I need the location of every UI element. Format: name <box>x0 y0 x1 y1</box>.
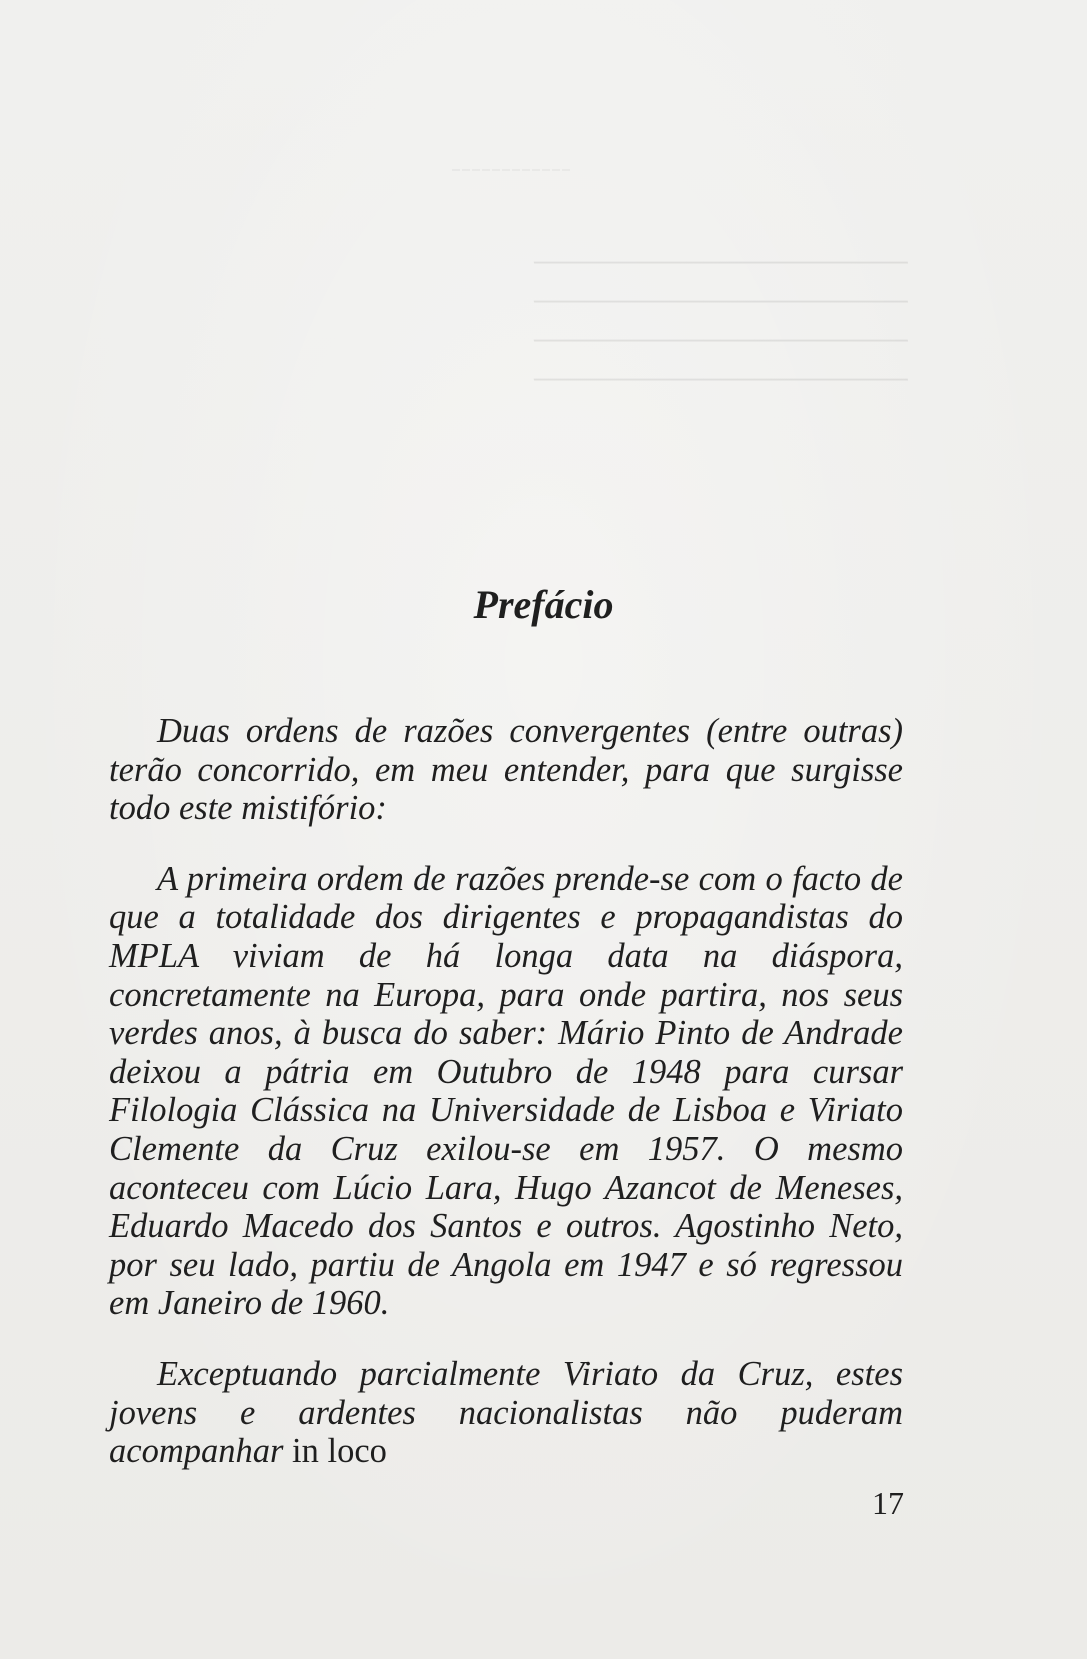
body-text <box>109 712 903 1503</box>
page-title: Prefácio <box>473 582 614 627</box>
paragraph-2: A primeira ordem de razões prende-se com o facto de que a totalidade dos dirigentes e propagandistas do MPLA viviam de há longa data na diáspora, concretamente na Europa, para onde partira, nos seus verdes anos, à busca do saber: Mário Pinto de Andrade deixou a pátria em Outubro de 1948 para cursar Filologia Clássica na Universidade de Lisboa e Viriato Clemente da Cruz exilou-se em 1957. O mesmo aconteceu com Lúcio Lara, Hugo Azancot de Meneses, Eduardo Macedo dos Santos e outros. Agostinho Neto, por seu lado, partiu de Angola em 1947 e só regressou em Janeiro de 1960. <box>109 859 903 1323</box>
page-number: 17 <box>872 1485 904 1521</box>
paragraph-3-text: Exceptuando parcialmente Viriato da Cruz, estes jovens e ardentes nacionalistas não puderam acompanhar <box>109 1354 903 1471</box>
paragraph-1: Duas ordens de razões convergentes (entre outras) terão concorrido, em meu entender, para que surgisse todo este mistifório: <box>109 712 903 828</box>
bleed-through-texture: ⎯⎯⎯⎯⎯⎯⎯⎯⎯⎯⎯⎯ ⎯⎯⎯⎯⎯⎯⎯⎯⎯⎯⎯⎯⎯⎯⎯⎯⎯⎯⎯⎯⎯⎯ ⎯⎯⎯⎯⎯⎯⎯⎯⎯⎯⎯⎯⎯⎯⎯⎯⎯⎯⎯⎯⎯⎯ ⎯⎯⎯⎯⎯⎯⎯⎯⎯⎯⎯⎯⎯⎯⎯⎯⎯⎯⎯⎯⎯⎯ ⎯⎯⎯⎯⎯⎯⎯⎯⎯⎯⎯⎯⎯⎯⎯⎯⎯⎯⎯⎯⎯⎯ <box>450 161 910 396</box>
paragraph-3 <box>109 1355 903 1471</box>
paragraph-3-upright-term: in loco <box>292 1432 387 1471</box>
